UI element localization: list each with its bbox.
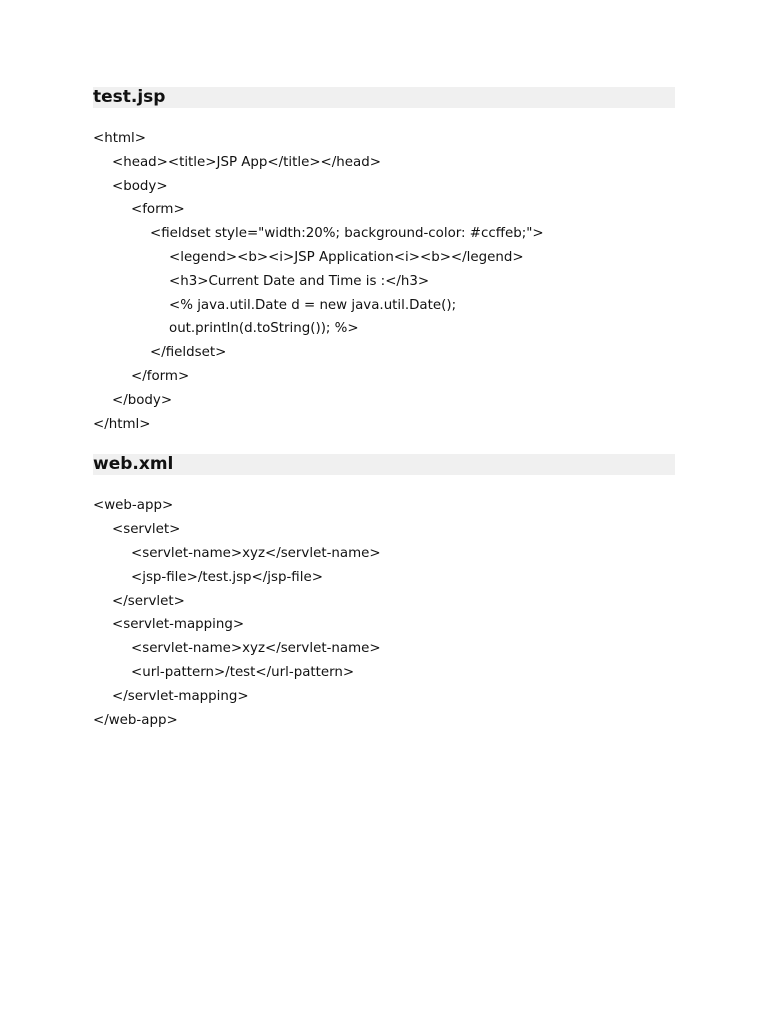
code-block-test-jsp <box>93 127 675 436</box>
code-line: <legend><b><i>JSP Application<i><b></legend> <box>169 249 524 265</box>
section-title: test.jsp <box>93 87 675 108</box>
code-line: <body> <box>112 178 168 194</box>
code-line: <servlet> <box>112 522 181 538</box>
code-line: </web-app> <box>93 712 178 728</box>
section-title: web.xml <box>93 454 675 475</box>
code-line: <fieldset style="width:20%; background-color: #ccffeb;"> <box>150 226 544 242</box>
code-block-web-xml <box>93 494 675 732</box>
code-line: </servlet> <box>112 593 185 609</box>
document-page <box>93 87 675 732</box>
code-line: <jsp-file>/test.jsp</jsp-file> <box>131 569 323 585</box>
code-line: </fieldset> <box>150 345 227 361</box>
code-line: <h3>Current Date and Time is :</h3> <box>169 273 430 289</box>
code-line: <web-app> <box>93 498 174 514</box>
code-line: <servlet-name>xyz</servlet-name> <box>131 641 381 657</box>
code-line: <servlet-name>xyz</servlet-name> <box>131 545 381 561</box>
code-line: <head><title>JSP App</title></head> <box>112 154 381 170</box>
code-line: </form> <box>131 368 190 384</box>
code-line: </servlet-mapping> <box>112 688 249 704</box>
code-line: <form> <box>131 202 185 218</box>
code-line: </html> <box>93 416 151 432</box>
code-line: out.println(d.toString()); %> <box>169 321 359 337</box>
code-line: <html> <box>93 131 146 146</box>
code-line: <% java.util.Date d = new java.util.Date(); <box>169 297 457 313</box>
code-line: <url-pattern>/test</url-pattern> <box>131 664 355 680</box>
code-line: </body> <box>112 392 173 408</box>
section-test-jsp <box>93 87 675 436</box>
code-line: <servlet-mapping> <box>112 617 245 633</box>
section-web-xml <box>93 454 675 732</box>
